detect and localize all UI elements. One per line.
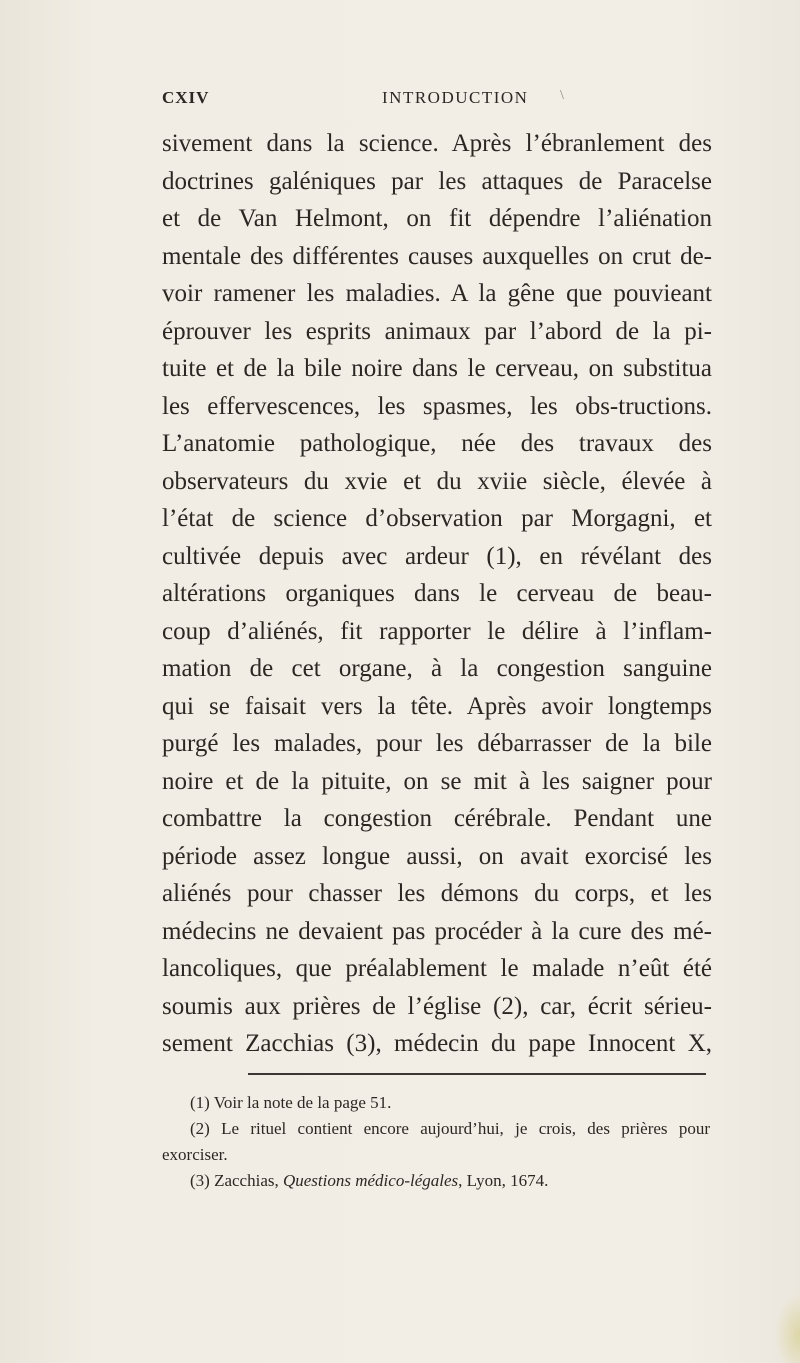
page-number: CXIV xyxy=(162,88,210,107)
text-line: mation de cet organe, à la congestion sanguine xyxy=(162,655,712,682)
text-line: altérations organiques dans le cerveau de beau- xyxy=(162,580,712,607)
text-line: voir ramener les maladies. A la gêne que pouvieant xyxy=(162,280,712,307)
text-line: mentale des différentes causes auxquelles on crut de- xyxy=(162,242,712,270)
paper-stain xyxy=(774,1293,800,1363)
footnote-3-title: Questions médico-légales xyxy=(282,1171,459,1190)
text-line: et de Van Helmont, on fit dépendre l’aliénation xyxy=(162,205,712,232)
text-line: noire et de la pituite, on se mit à les saigner pour xyxy=(162,767,712,795)
text-line: aliénés pour chasser les démons du corps, et les xyxy=(162,880,712,907)
text-line: éprouver les esprits animaux par l’abord de la pi- xyxy=(162,317,712,345)
text-line: observateurs du xvie et du xviie siècle, élevée à xyxy=(162,467,712,495)
text-line: combattre la congestion cérébrale. Pendant une xyxy=(162,805,712,832)
text-line: coup d’aliénés, fit rapporter le délire à l’inflam- xyxy=(162,617,712,645)
footnote-2-continued: exorciser. xyxy=(162,1145,228,1164)
stray-mark: \ xyxy=(560,88,565,103)
text-line: lancoliques, que préalablement le malade n’eût été xyxy=(162,955,712,982)
footnote-2: (2) Le rituel contient encore aujourd’hui, je crois, des prières pour xyxy=(190,1119,710,1138)
footnote-3-author: (3) Zacchias, xyxy=(190,1171,283,1190)
text-line: qui se faisait vers la tête. Après avoir longtemps xyxy=(162,692,712,720)
text-line: cultivée depuis avec ardeur (1), en révélant des xyxy=(162,542,712,570)
text-line: sivement dans la science. Après l’ébranlement des xyxy=(162,130,712,157)
running-title: INTRODUCTION xyxy=(382,88,529,107)
text-line: les effervescences, les spasmes, les obs-tructions. xyxy=(162,392,712,420)
footnote-3-imprint: , Lyon, 1674. xyxy=(458,1171,549,1190)
page-header xyxy=(162,88,702,112)
footnote-separator xyxy=(248,1073,706,1075)
text-line: médecins ne devaient pas procéder à la cure des mé- xyxy=(162,917,712,945)
text-line: L’anatomie pathologique, née des travaux des xyxy=(162,430,712,457)
text-line: l’état de science d’observation par Morgagni, et xyxy=(162,505,712,532)
text-line: purgé les malades, pour les débarrasser de la bile xyxy=(162,730,712,757)
text-line: soumis aux prières de l’église (2), car, écrit sérieu- xyxy=(162,992,712,1020)
footnotes xyxy=(162,1090,710,1194)
text-line: période assez longue aussi, on avait exorcisé les xyxy=(162,842,712,870)
text-line: sement Zacchias (3), médecin du pape Innocent X, xyxy=(162,1030,712,1057)
text-line: doctrines galéniques par les attaques de Paracelse xyxy=(162,167,712,195)
footnote-3 xyxy=(162,1168,710,1194)
text-line: tuite et de la bile noire dans le cerveau, on substitua xyxy=(162,355,712,382)
footnote-1: (1) Voir la note de la page 51. xyxy=(190,1093,392,1112)
main-text xyxy=(162,125,712,1063)
